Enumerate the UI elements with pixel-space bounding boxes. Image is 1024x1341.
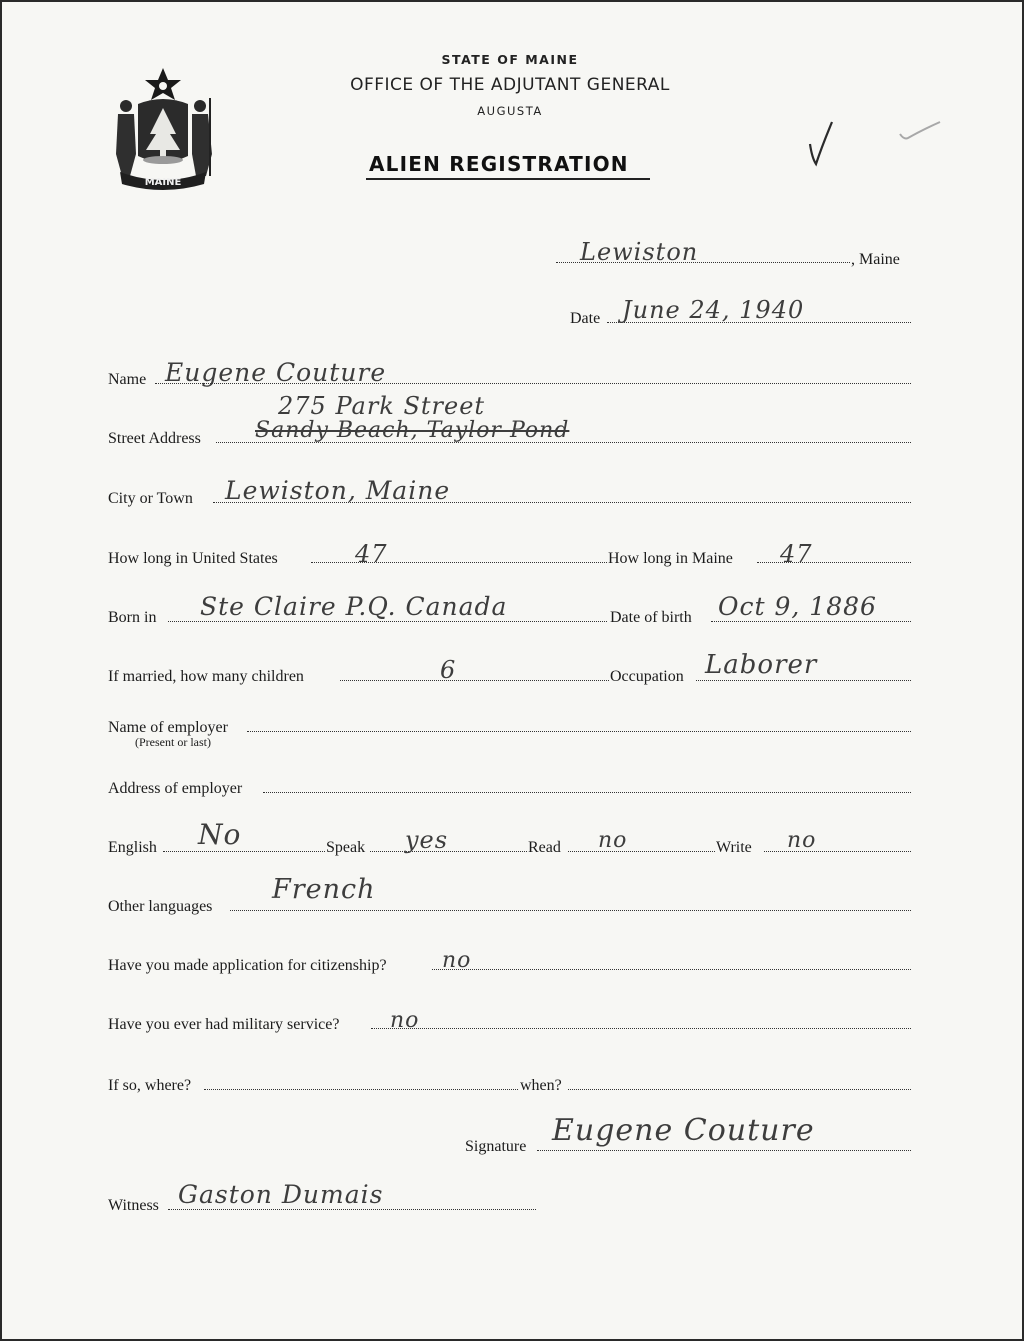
other-languages-label: Other languages	[108, 898, 213, 915]
read-value[interactable]: no	[598, 828, 628, 853]
citizenship-label: Have you made application for citizenship?	[108, 957, 387, 974]
title-underline	[366, 178, 650, 180]
employer-sublabel: (Present or last)	[135, 735, 211, 749]
children-value[interactable]: 6	[440, 656, 457, 684]
speak-line	[370, 851, 527, 852]
check-mark-icon	[806, 118, 834, 168]
speak-value[interactable]: yes	[405, 826, 449, 854]
occupation-label: Occupation	[610, 668, 684, 685]
dob-label: Date of birth	[610, 609, 692, 626]
signature-value[interactable]: Eugene Couture	[552, 1113, 815, 1148]
military-value[interactable]: no	[390, 1008, 420, 1033]
children-line	[340, 680, 609, 681]
check-mark-light-icon	[896, 118, 944, 144]
years-us-value[interactable]: 47	[355, 540, 388, 568]
where-label: If so, where?	[108, 1077, 192, 1094]
other-languages-value[interactable]: French	[272, 874, 376, 905]
read-line	[568, 851, 715, 852]
military-label: Have you ever had military service?	[108, 1016, 340, 1033]
dob-line	[711, 621, 911, 622]
seal-banner-text: MAINE	[144, 177, 182, 188]
street-label: Street Address	[108, 430, 201, 447]
witness-label: Witness	[108, 1197, 159, 1214]
place-suffix: , Maine	[851, 251, 900, 268]
dob-value[interactable]: Oct 9, 1886	[718, 592, 877, 621]
where-line	[204, 1089, 518, 1090]
years-maine-label: How long in Maine	[608, 550, 733, 567]
name-value[interactable]: Eugene Couture	[165, 358, 387, 387]
military-line	[371, 1028, 911, 1029]
english-value[interactable]: No	[198, 818, 242, 851]
date-value[interactable]: June 24, 1940	[622, 296, 805, 324]
citizenship-value[interactable]: no	[442, 948, 472, 973]
signature-line	[537, 1150, 911, 1151]
born-in-value[interactable]: Ste Claire P.Q. Canada	[200, 592, 508, 621]
english-line	[163, 851, 325, 852]
born-in-label: Born in	[108, 609, 157, 626]
employer-address-label: Address of employer	[108, 780, 243, 797]
other-languages-line	[230, 910, 911, 911]
born-in-line	[168, 621, 607, 622]
english-label: English	[108, 839, 157, 856]
write-label: Write	[716, 839, 752, 856]
employer-label: Name of employer	[108, 719, 228, 736]
citizenship-line	[432, 969, 911, 970]
years-us-label: How long in United States	[108, 550, 278, 567]
form-title: ALIEN REGISTRATION	[369, 152, 629, 176]
children-label: If married, how many children	[108, 668, 304, 685]
employer-line	[247, 731, 911, 732]
speak-label: Speak	[326, 839, 366, 856]
city-heading: AUGUSTA	[477, 104, 543, 118]
years-maine-value[interactable]: 47	[780, 540, 813, 568]
name-label: Name	[108, 371, 147, 388]
street-value[interactable]: 275 Park Street	[278, 392, 486, 420]
signature-label: Signature	[465, 1138, 527, 1155]
read-label: Read	[528, 839, 561, 856]
employer-address-line	[263, 792, 911, 793]
state-heading: STATE OF MAINE	[441, 52, 579, 67]
when-line	[568, 1089, 911, 1090]
witness-value[interactable]: Gaston Dumais	[178, 1180, 384, 1209]
write-value[interactable]: no	[787, 828, 817, 853]
city-label: City or Town	[108, 490, 193, 507]
street-struck-value: Sandy Beach, Taylor Pond	[255, 418, 570, 443]
occupation-line	[696, 680, 911, 681]
witness-line	[168, 1209, 536, 1210]
occupation-value[interactable]: Laborer	[705, 650, 818, 680]
city-value[interactable]: Lewiston, Maine	[225, 476, 451, 505]
office-heading: OFFICE OF THE ADJUTANT GENERAL	[350, 75, 670, 95]
place-value[interactable]: Lewiston	[580, 238, 699, 266]
when-label: when?	[520, 1077, 562, 1094]
date-label: Date	[570, 310, 601, 327]
